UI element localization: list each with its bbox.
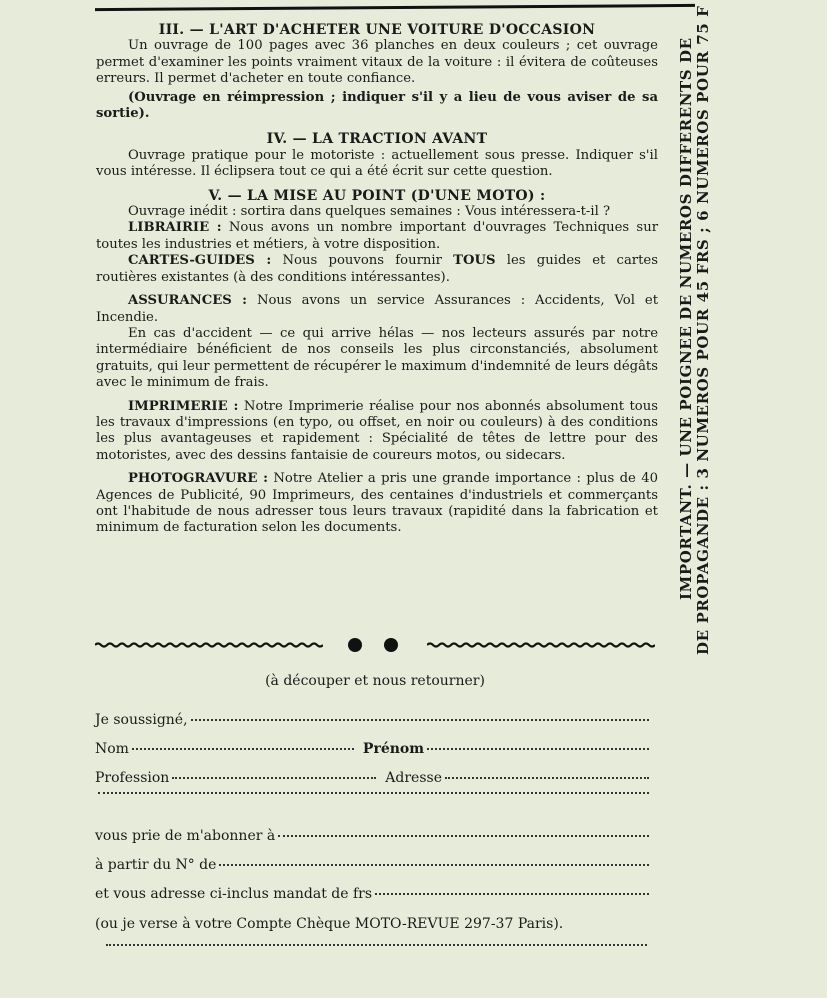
abonner-label: vous prie de m'abonner à [95, 828, 276, 844]
prenom-label: Prénom [362, 741, 425, 757]
form-row-partir[interactable] [95, 857, 652, 873]
form-row-final[interactable] [103, 950, 650, 952]
soussigne-label: Je soussigné, [95, 712, 188, 728]
adresse-field[interactable] [445, 777, 649, 779]
partir-label: à partir du N° de [95, 857, 217, 873]
prenom-field[interactable] [427, 748, 649, 750]
imprimerie-body: Notre Imprimerie réalise pour nos abonnés absolument tous les travaux d'impressions (en typo, ou offset, en noir ou couleurs) à des conditions les plus avantageuses et rapidement : Spécialité de têtes de lettre pour des motoristes, avec des dessins fantaisie de coureurs motos, ou sidecars. [96, 398, 658, 463]
librairie-paragraph [96, 220, 658, 253]
section-4-body: Ouvrage pratique pour le motoriste : actuellement sous presse. Indiquer s'il vous intéresse. Il éclipsera tout ce qui a été écrit sur cette question. [96, 147, 658, 180]
nom-label: Nom [95, 741, 129, 757]
abonner-field[interactable] [278, 835, 649, 837]
wave-ornament-right [427, 642, 655, 648]
photogravure-paragraph [96, 471, 658, 537]
nom-field[interactable] [132, 748, 354, 750]
cut-instruction: (à découper et nous retourner) [265, 673, 485, 689]
mandat-field[interactable] [375, 893, 649, 895]
form-row-cheque [95, 916, 652, 932]
profession-label: Profession [95, 770, 170, 786]
sidebar-line-2: DE PROPAGANDE : 3 NUMEROS POUR 45 FRS ; 6 NUMEROS POUR 75 F [694, 5, 712, 655]
section-3-title: III. — L'ART D'ACHETER UNE VOITURE D'OCCASION [158, 22, 596, 38]
assurances-label: ASSURANCES : [128, 293, 247, 309]
partir-field[interactable] [219, 864, 649, 866]
librairie-body: Nous avons un nombre important d'ouvrages Techniques sur toutes les industries et métiers, à votre disposition. [96, 220, 658, 252]
assurances-paragraph [96, 293, 658, 326]
imprimerie-label: IMPRIMERIE : [128, 398, 239, 414]
sidebar-line-1: IMPORTANT. — UNE POIGNEE DE NUMEROS DIFFERENTS DE [677, 37, 695, 600]
cartes-emph: TOUS [453, 253, 496, 269]
librairie-label: LIBRAIRIE : [128, 220, 222, 236]
cartes-paragraph [96, 253, 658, 286]
section-3-note: (Ouvrage en réimpression ; indiquer s'il y a lieu de vous aviser de sa sortie). [96, 89, 658, 122]
mandat-label: et vous adresse ci-inclus mandat de frs [95, 886, 373, 902]
cheque-label: (ou je verse à votre Compte Chèque MOTO-REVUE 297-37 Paris). [95, 916, 564, 932]
form-row-soussigne[interactable] [95, 712, 652, 728]
photogravure-body: Notre Atelier a pris une grande importance : plus de 40 Agences de Publicité, 90 Imprimeurs, des centaines d'industriels et commerçants ont l'habitude de nous adresser tous leurs travaux (rapidité dans la fabrication et minimum de facturation selon les documents. [96, 471, 658, 536]
form-row-adresse-cont[interactable] [95, 800, 652, 802]
imprimerie-paragraph [96, 399, 658, 465]
soussigne-field[interactable] [191, 719, 649, 721]
assurances-body: Nous avons un service Assurances : Accidents, Vol et Incendie. [96, 293, 658, 325]
profession-field[interactable] [172, 777, 376, 779]
form-row-abonner[interactable] [95, 828, 652, 844]
cut-separator [95, 638, 655, 654]
section-4-title: IV. — LA TRACTION AVANT [266, 131, 488, 148]
adresse-continuation-field[interactable] [98, 792, 649, 794]
cartes-body-after: les guides et cartes routières existantes (à des conditions intéressantes). [96, 253, 658, 285]
form-row-mandat[interactable] [95, 886, 652, 902]
separator-dot [384, 638, 398, 652]
form-row-nom[interactable] [95, 741, 652, 757]
cartes-label: CARTES-GUIDES : [128, 253, 272, 269]
wave-ornament-left [95, 642, 323, 648]
separator-dot [348, 638, 362, 652]
final-field[interactable] [106, 944, 647, 946]
photogravure-label: PHOTOGRAVURE : [128, 471, 269, 487]
top-rule [95, 4, 695, 11]
main-column [96, 22, 658, 537]
section-3-body: Un ouvrage de 100 pages avec 36 planches en deux couleurs ; cet ouvrage permet d'examiner les points vraiment vitaux de la voiture : il évitera de coûteuses erreurs. Il permet d'acheter en toute confiance. [96, 38, 658, 87]
section-5-title: V. — LA MISE AU POINT (D'UNE MOTO) : [208, 187, 546, 204]
section-5-body: Ouvrage inédit : sortira dans quelques semaines : Vous intéressera-t-il ? [128, 204, 611, 220]
adresse-label: Adresse [385, 770, 443, 786]
assurances-body-2: En cas d'accident — ce qui arrive hélas — nos lecteurs assurés par notre intermédiaire bénéficient de nos conseils les plus circonstanciés, absolument gratuits, qui leur permettent de récupérer le maximum d'indemnité de leurs dégâts avec le minimum de frais. [96, 325, 658, 391]
form-row-profession[interactable] [95, 770, 652, 786]
cartes-body-before: Nous pouvons fournir [282, 253, 442, 269]
